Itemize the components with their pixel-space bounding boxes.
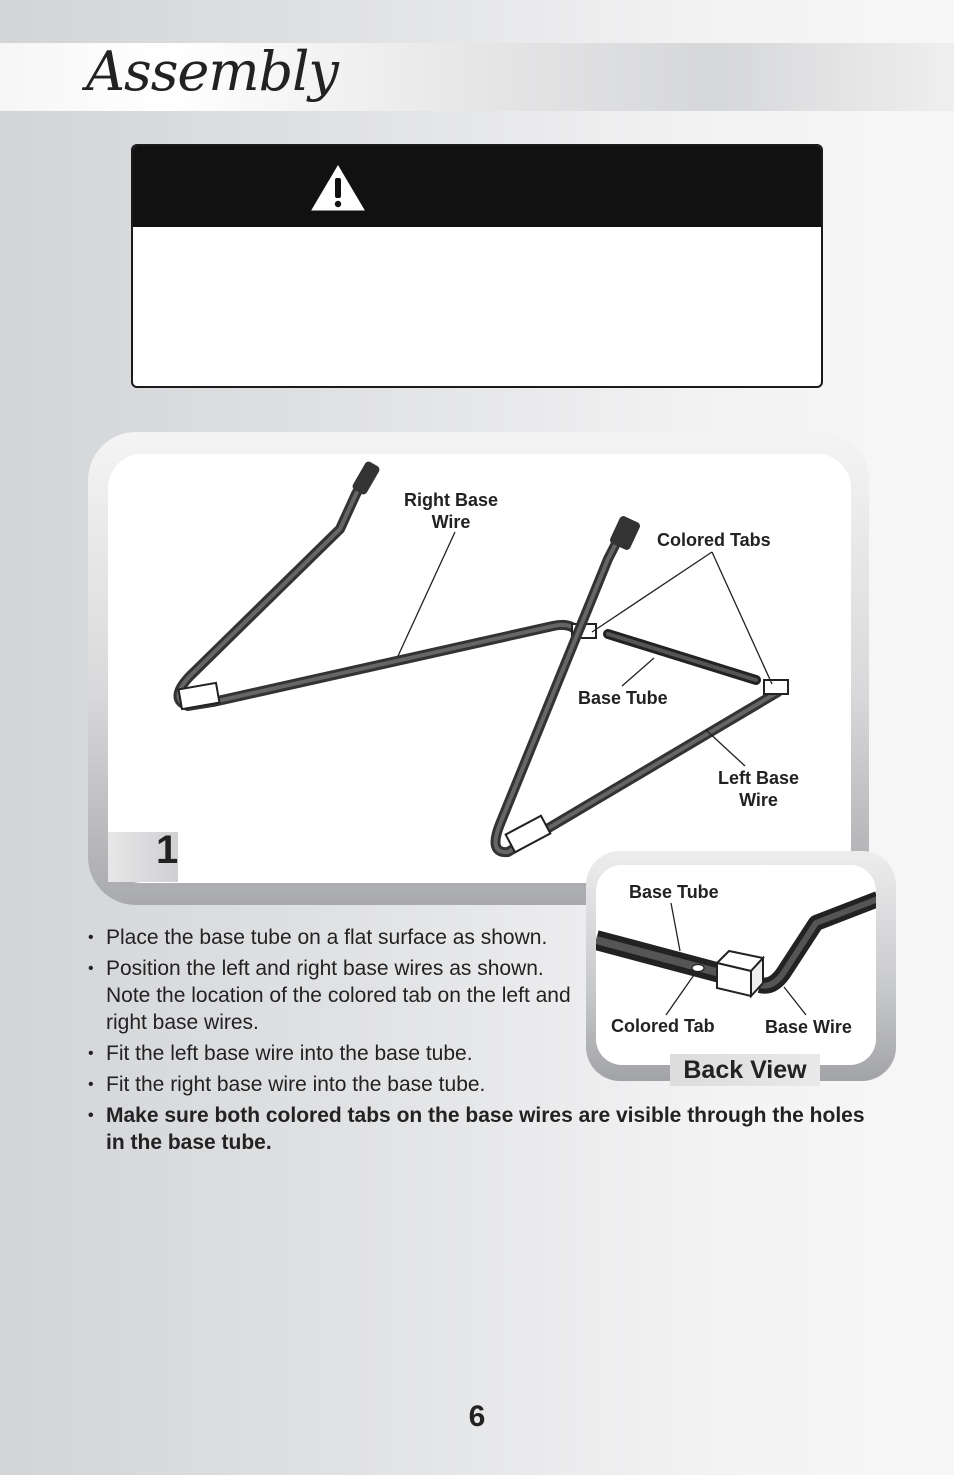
inset-label-base-wire: Base Wire xyxy=(765,1017,852,1037)
warning-header xyxy=(133,146,821,227)
inset-label-colored-tab: Colored Tab xyxy=(611,1016,715,1036)
label-base-tube: Base Tube xyxy=(578,688,668,708)
instruction-item-important: • Make sure both colored tabs on the base wires are visible through the holes in the base tube. xyxy=(86,1102,866,1156)
back-view-caption: Back View xyxy=(670,1054,820,1086)
instruction-item: • Place the base tube on a flat surface as shown. xyxy=(86,924,578,951)
instruction-item: • Position the left and right base wires as shown. Note the location of the colored tab on the left and right base wires. xyxy=(86,955,578,1036)
warning-box xyxy=(131,144,823,388)
label-left-base-wire: Left Base Wire xyxy=(718,768,800,810)
step-1-illustration xyxy=(108,454,851,883)
label-right-base-wire: Right Base Wire xyxy=(404,490,499,532)
instruction-list xyxy=(86,924,886,1160)
inset-label-base-tube: Base Tube xyxy=(629,882,719,902)
step-number: 1 xyxy=(156,828,179,872)
instruction-item: • Fit the left base wire into the base tube. xyxy=(86,1040,578,1067)
page-number: 6 xyxy=(468,1400,486,1433)
warning-triangle-icon xyxy=(307,160,369,214)
label-colored-tabs: Colored Tabs xyxy=(657,530,771,550)
step-1-frame xyxy=(88,432,869,905)
instruction-item: • Fit the right base wire into the base tube. xyxy=(86,1071,578,1098)
page-title: Assembly xyxy=(86,40,338,103)
